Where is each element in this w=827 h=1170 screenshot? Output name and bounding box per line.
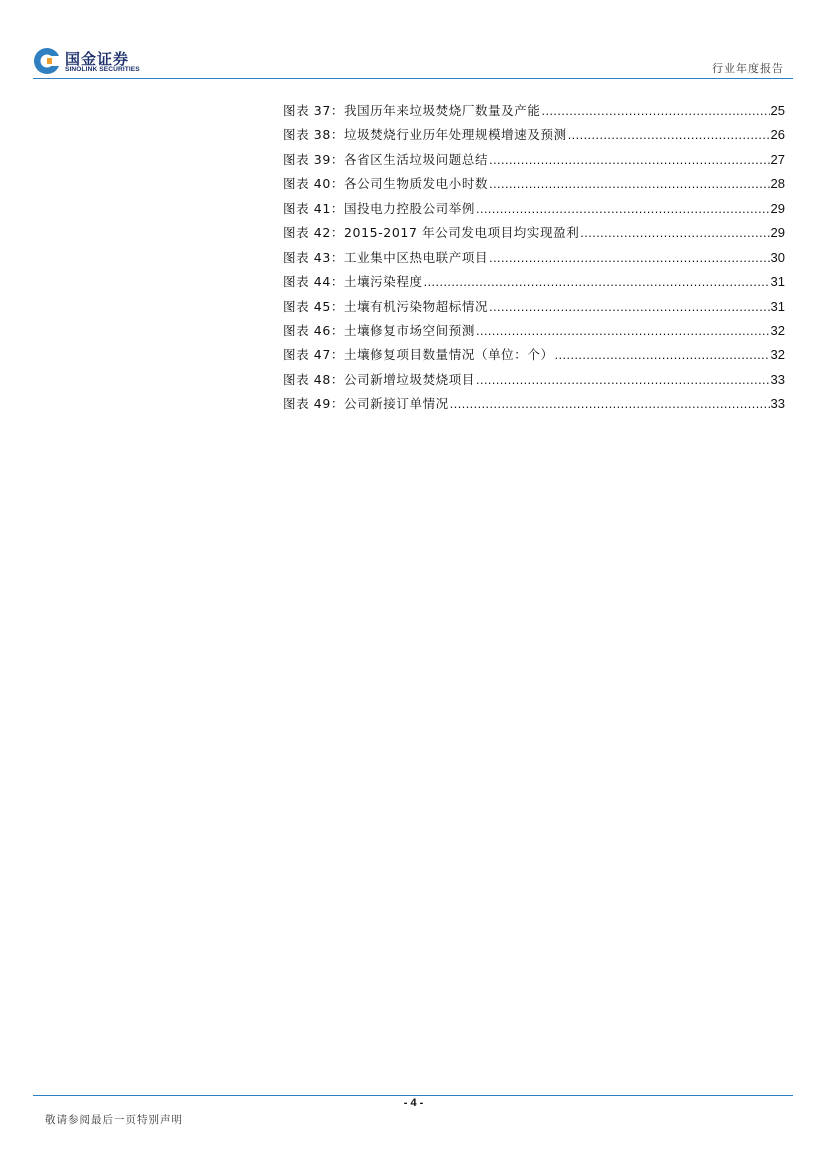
toc-entry-page: 31 [770,298,785,314]
toc-entry-title: 国投电力控股公司举例 [343,200,475,216]
toc-leader-dots [580,221,769,245]
toc-entry-label: 图表 46： [283,322,344,338]
toc-entry[interactable] [283,221,785,245]
toc-entry[interactable] [283,295,785,319]
toc-leader-dots [542,99,770,123]
toc-entry-title: 各省区生活垃圾问题总结 [343,151,489,167]
toc-entry-page: 33 [770,371,785,387]
toc-leader-dots [489,172,769,196]
disclaimer-note: 敬请参阅最后一页特别声明 [45,1114,183,1126]
toc-entry-page: 32 [770,322,785,338]
toc-entry-label: 图表 41： [283,200,344,216]
toc-entry-label: 图表 38： [283,127,344,143]
toc-entry-title: 各公司生物质发电小时数 [343,176,489,192]
toc-entry-title: 土壤污染程度 [343,274,423,290]
toc-entry[interactable] [283,197,785,221]
toc-entry-label: 图表 48： [283,371,344,387]
toc-entry-title: 土壤修复市场空间预测 [343,322,475,338]
toc-entry-page: 25 [770,103,785,118]
logo-english-name: SINOLINK SECURITIES [65,66,140,73]
footer-divider [33,1095,793,1096]
toc-leader-dots [489,148,769,172]
toc-entry-title: 2015-2017 年公司发电项目均实现盈利 [343,225,580,241]
toc-entry-title: 工业集中区热电联产项目 [343,249,489,265]
toc-entry-page: 32 [770,347,785,363]
toc-entry-label: 图表 43： [283,249,344,265]
toc-entry-title: 垃圾焚烧行业历年处理规模增速及预测 [343,127,567,143]
toc-entry[interactable] [283,343,785,367]
toc-entry-title: 我国历年来垃圾焚烧厂数量及产能 [343,103,541,118]
toc-leader-dots [489,295,769,319]
toc-leader-dots [568,123,770,147]
toc-entry-page: 29 [770,200,785,216]
toc-entry-title: 公司新增垃圾焚烧项目 [343,371,475,387]
toc-entry-page: 33 [770,396,785,412]
toc-leader-dots [476,319,770,343]
figure-index-list [283,99,785,417]
header-divider [33,78,793,79]
toc-entry-label: 图表 47： [283,347,344,363]
toc-entry-label: 图表 42： [283,225,344,241]
toc-entry[interactable] [283,270,785,294]
logo-chinese-name: 国金证券 [65,50,130,68]
toc-entry[interactable] [283,246,785,270]
company-logo [33,47,153,77]
toc-entry[interactable] [283,319,785,343]
toc-entry[interactable] [283,123,785,147]
toc-entry-page: 29 [770,225,785,241]
sinolink-logo-icon [33,47,61,75]
report-type: 行业年度报告 [712,62,784,75]
toc-entry-title: 公司新接订单情况 [343,396,449,412]
toc-leader-dots [476,368,770,392]
toc-leader-dots [489,246,769,270]
toc-leader-dots [424,270,770,294]
toc-entry-label: 图表 39： [283,151,344,167]
toc-entry-page: 28 [770,176,785,192]
toc-entry-page: 27 [770,151,785,167]
toc-leader-dots [450,392,770,416]
toc-entry[interactable] [283,172,785,196]
toc-entry[interactable] [283,148,785,172]
toc-entry-label: 图表 45： [283,298,344,314]
toc-entry[interactable] [283,368,785,392]
toc-entry-label: 图表 40： [283,176,344,192]
toc-entry-page: 31 [770,274,785,290]
toc-entry-page: 26 [770,127,785,143]
toc-leader-dots [555,343,770,367]
toc-entry[interactable] [283,99,785,123]
toc-leader-dots [476,197,770,221]
toc-entry-label: 图表 37： [283,103,344,118]
toc-entry-title: 土壤修复项目数量情况（单位：个） [343,347,554,363]
toc-entry-label: 图表 44： [283,274,344,290]
toc-entry-title: 土壤有机污染物超标情况 [343,298,489,314]
toc-entry-label: 图表 49： [283,396,344,412]
toc-entry-page: 30 [770,249,785,265]
page-number: - 4 - [403,1097,424,1109]
toc-entry[interactable] [283,392,785,416]
